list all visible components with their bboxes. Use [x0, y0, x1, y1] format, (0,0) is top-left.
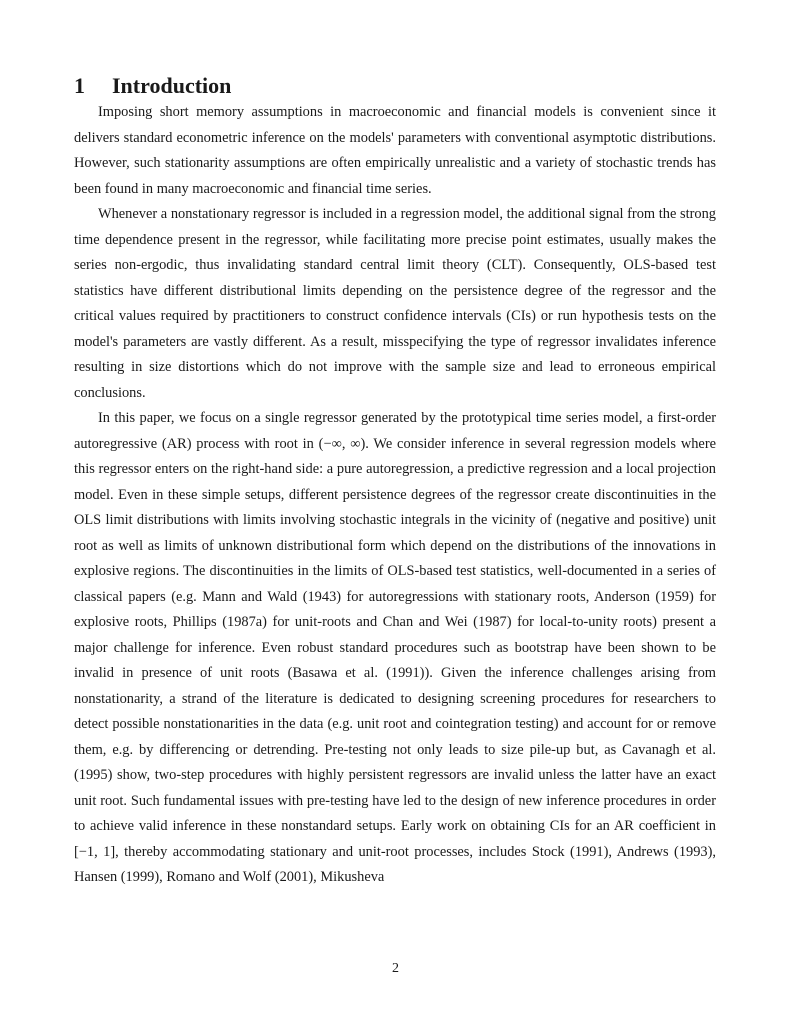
paragraph-2: Whenever a nonstationary regressor is included in a regression model, the additional signal from the strong time dependence present in the regressor, while facilitating more precise point estimates, usually makes the series non-ergodic, thus invalidating standard central limit theory (CLT). Consequently, OLS-based test statistics have different distributional limits depending on the persistence degree of the regressor and the critical values required by practitioners to construct confidence intervals (CIs) or run hypothesis tests on the model's parameters are vastly different. As a result, misspecifying the type of regressor invalidates inference resulting in size distortions which do not improve with the sample size and lead to erroneous empirical conclusions.	[74, 206, 716, 401]
body-text	[74, 100, 716, 891]
page-number: 2	[392, 961, 399, 976]
paragraph-1: Imposing short memory assumptions in macroeconomic and financial models is convenient since it delivers standard econometric inference on the models' parameters with conventional asymptotic distributions. However, such stationarity assumptions are often empirically unrealistic and a variety of stochastic trends has been found in many macroeconomic and financial time series.	[74, 104, 716, 197]
section-number: 1	[74, 73, 85, 98]
section-title: Introduction	[112, 73, 232, 98]
section-heading	[74, 72, 231, 100]
paragraph-3: In this paper, we focus on a single regressor generated by the prototypical time series model, a first-order autoregressive (AR) process with root in (−∞, ∞). We consider inference in several regression models where this regressor enters on the right-hand side: a pure autoregression, a predictive regression and a local projection model. Even in these simple setups, different persistence degrees of the regressor create discontinuities in the OLS limit distributions with limits involving stochastic integrals in the vicinity of (negative and positive) unit root as well as limits of unknown distributional form which depend on the distributions of the innovations in explosive regions. The discontinuities in the limits of OLS-based test statistics, well-documented in a series of classical papers (e.g. Mann and Wald (1943) for autoregressions with stationary roots, Anderson (1959) for explosive roots, Phillips (1987a) for unit-roots and Chan and Wei (1987) for local-to-unity roots) present a major challenge for inference. Even robust standard procedures such as bootstrap have been shown to be invalid in presence of unit roots (Basawa et al. (1991)). Given the inference challenges arising from nonstationarity, a strand of the literature is dedicated to designing screening procedures for researchers to detect possible nonstationarities in the data (e.g. unit root and cointegration testing) and account for or remove them, e.g. by differencing or detrending. Pre-testing not only leads to size pile-up but, as Cavanagh et al. (1995) show, two-step procedures with highly persistent regressors are invalid unless the latter have an exact unit root. Such fundamental issues with pre-testing have led to the design of new inference procedures in order to achieve valid inference in these nonstandard setups. Early work on obtaining CIs for an AR coefficient in [−1, 1], thereby accommodating stationary and unit-root processes, includes Stock (1991), Andrews (1993), Hansen (1999), Romano and Wolf (2001), Mikusheva	[74, 410, 716, 885]
